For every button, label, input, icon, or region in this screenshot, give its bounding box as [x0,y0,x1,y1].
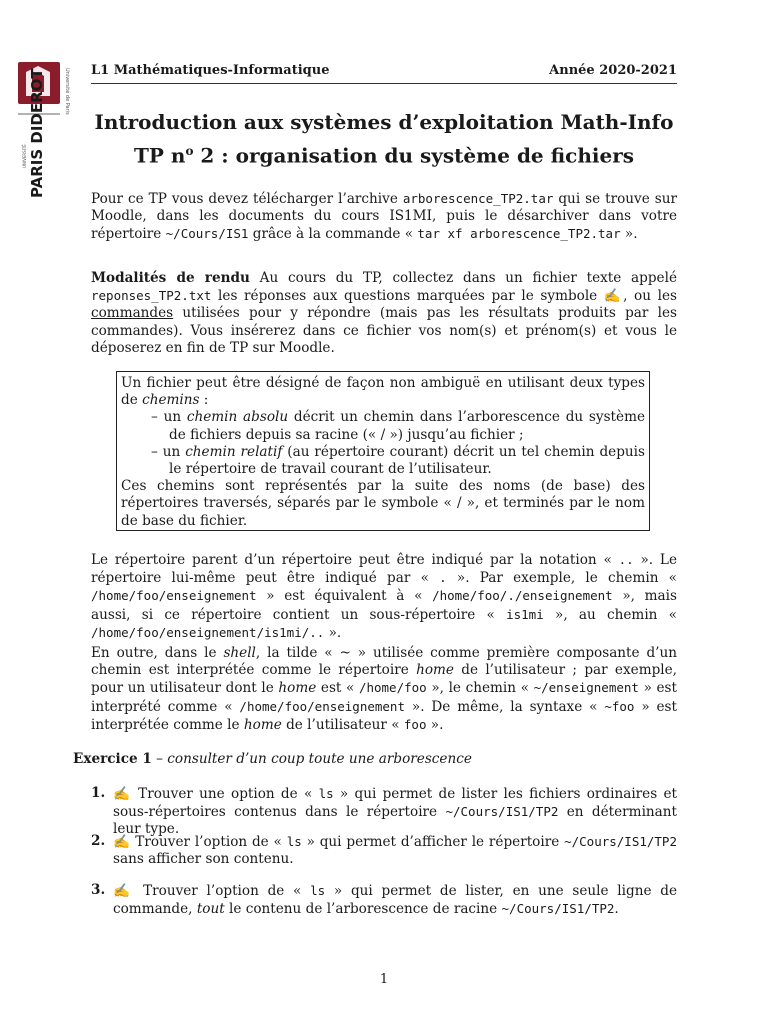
title-line-1: Introduction aux systèmes d’exploitation Math-Info [94,110,674,134]
submission-paragraph: Modalités de rendu Au cours du TP, collectez dans un fichier texte appelé reponses_TP2.txt les réponses aux questions marquées par le symbole ✍, ou les commandes utilisées pour y répondre (mais pas les résultats produits par les commandes). Vous insérerez dans ce fichier vos nom(s) et prénom(s) et vous le déposerez en fin de TP sur Moodle. [91,270,677,356]
paths-definition-box [116,371,650,531]
page-number: 1 [379,972,389,987]
question-2: 2. ✍ Trouver l’option de « ls » qui permet d’afficher le répertoire ~/Cours/IS1/TP2 sans afficher son contenu. [91,833,677,868]
svg-text:UNIVERSITÉ: UNIVERSITÉ [22,144,27,168]
course-label: L1 Mathématiques-Informatique [91,63,330,78]
box-item-absolute: – un chemin absolu décrit un chemin dans l’arborescence du système de fichiers depuis sa racine (« / ») jusqu’au fichier ; [151,409,646,443]
tilde-paragraph: En outre, dans le shell, la tilde « ~ » utilisée comme première composante d’un chemin est interprétée comme le répertoire home de l’utilisateur ; par exemple, pour un utilisateur dont le home est « /home/foo », le chemin « ~/enseignement » est interprété comme « /home/foo/enseignement ». De même, la syntaxe « ~foo » est interprétée comme le home de l’utilisateur « foo ». [91,645,677,733]
page-header [91,61,677,84]
parent-directory-paragraph: Le répertoire parent d’un répertoire peut être indiqué par la notation « .. ». Le répertoire lui-même peut être indiqué par « . ». Par exemple, le chemin « /home/foo/enseignement » est équivalent à « /home/foo/./enseignement », mais aussi, si ce répertoire contient un sous-répertoire « is1mi », au chemin « /home/foo/enseignement/is1mi/.. ». [91,552,677,641]
box-conclusion: Ces chemins sont représentés par la suite des noms (de base) des répertoires traversés, séparés par le symbole « / », et terminés par le nom de base du fichier. [121,478,645,529]
title-line-2: TP $n^o$ 2 : organisation du système de fichiers [134,143,634,168]
svg-text:Université de Paris: Université de Paris [64,68,70,115]
exercise-heading: Exercice 1 – consulter d’un coup toute une arborescence [73,751,472,767]
university-logo [14,58,78,218]
intro-paragraph: Pour ce TP vous devez télécharger l’archive arborescence_TP2.tar qui se trouve sur Moodle, dans les documents du cours IS1MI, puis le désarchiver dans votre répertoire ~/Cours/IS1 grâce à la commande « tar xf arborescence_TP2.tar ». [91,191,677,243]
document-title [91,108,677,171]
year-label: Année 2020-2021 [549,63,677,78]
paris-diderot-logo-icon [14,58,78,218]
logo-vertical-text: PARIS DIDEROT [28,68,46,198]
writing-hand-icon: ✍ [603,288,624,305]
box-intro: Un fichier peut être désigné de façon non ambiguë en utilisant deux types de chemins : [121,375,645,409]
box-item-relative: – un chemin relatif (au répertoire courant) décrit un tel chemin depuis le répertoire de travail courant de l’utilisateur. [151,443,645,478]
question-3: 3. ✍ Trouver l’option de « ls » qui permet de lister, en une seule ligne de commande, tout le contenu de l’arborescence de racine ~/Cours/IS1/TP2. [91,882,677,918]
question-1: 1. ✍ Trouver une option de « ls » qui permet de lister les fichiers ordinaires et sous-répertoires contenus dans le répertoire ~/Cours/IS1/TP2 en déterminant leur type. [91,785,677,838]
submission-heading: Modalités de rendu [91,270,250,286]
